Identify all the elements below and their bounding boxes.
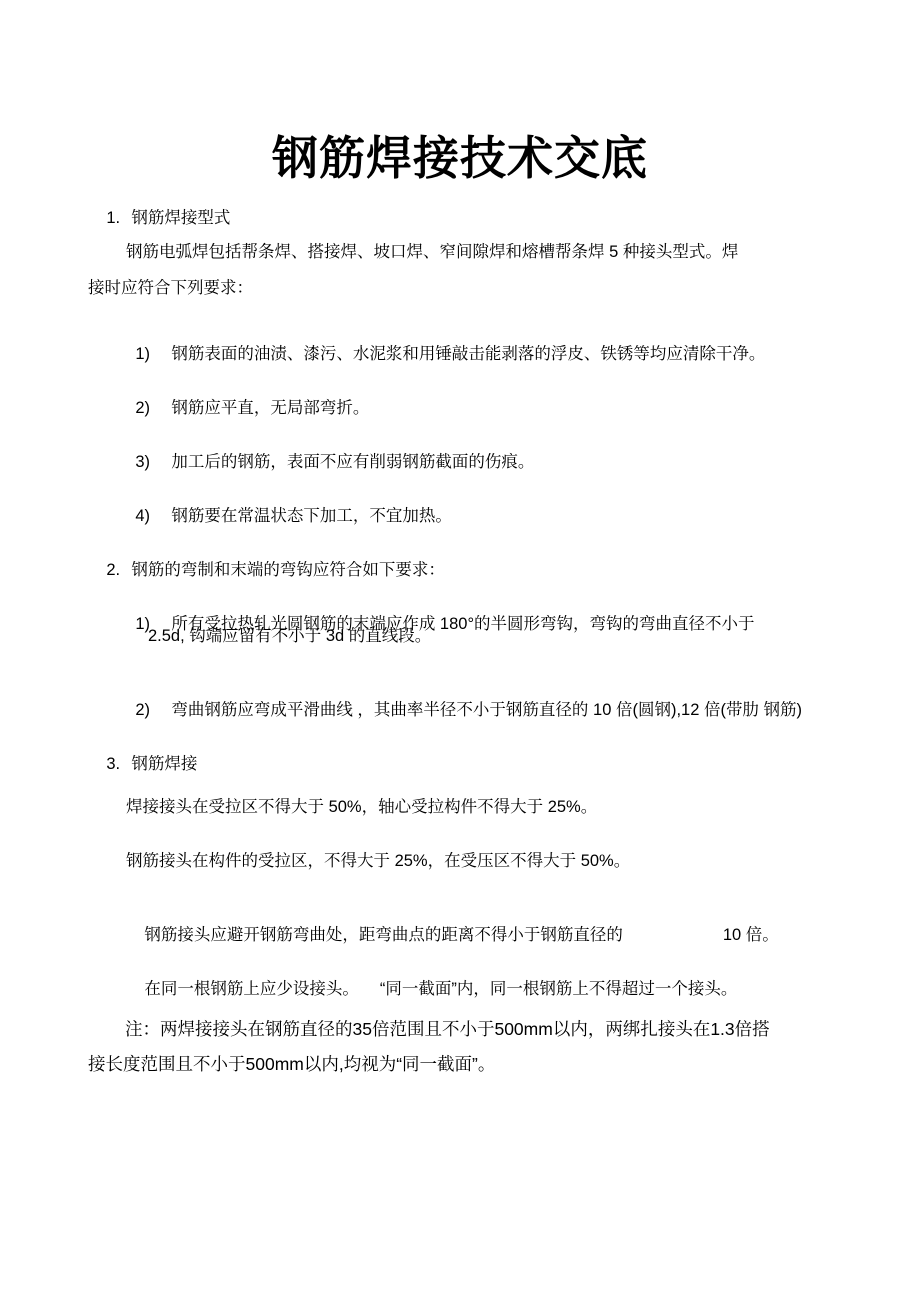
note-line2: 接长度范围且不小于500mm以内,均视为“同一截面”。	[88, 1054, 496, 1074]
section3-number: 3.	[106, 754, 121, 773]
paragraph-text: 在同一根钢筋上应少设接头。	[144, 979, 359, 998]
list-item-continuation: 2.5d, 钩端应留有不小于 3d 的直线段。	[148, 627, 432, 645]
section3-paragraph: 钢筋接头在构件的受拉区，不得大于 25%，在受压区不得大于 50%。	[126, 852, 631, 870]
section3-heading-label: 钢筋焊接	[131, 754, 198, 773]
list-item-number: 2)	[135, 398, 151, 417]
section2-number: 2.	[106, 560, 121, 579]
list-item-number: 1)	[135, 344, 151, 363]
list-item-text: 加工后的钢筋，表面不应有削弱钢筋截面的伤痕。	[171, 452, 535, 471]
section2-heading	[88, 539, 445, 601]
section3-paragraph: 焊接接头在受拉区不得大于 50%，轴心受拉构件不得大于 25%。	[126, 798, 598, 816]
list-item	[117, 679, 802, 741]
section1-intro-line2: 接时应符合下列要求：	[88, 279, 253, 297]
paragraph-suffix: 10 倍。	[722, 925, 779, 944]
list-item-text: 钢筋要在常温状态下加工，不宜加热。	[171, 506, 452, 525]
section1-heading	[88, 187, 230, 249]
list-item-text: 钢筋应平直，无局部弯折。	[171, 398, 370, 417]
section1-heading-label: 钢筋焊接型式	[131, 208, 231, 227]
note-line1: 注：两焊接接头在钢筋直径的35倍范围且不小于500mm以内，两绑扎接头在1.3倍搭	[125, 1019, 770, 1039]
section3-heading	[88, 733, 197, 795]
list-item	[117, 323, 765, 385]
list-item-text: 钢筋表面的油渍、漆污、水泥浆和用锤敲击能剥落的浮皮、铁锈等均应清除干净。	[171, 344, 766, 363]
section2-heading-label: 钢筋的弯制和末端的弯钩应符合如下要求：	[131, 560, 445, 579]
paragraph-suffix: “同一截面”内，同一根钢筋上不得超过一个接头。	[379, 979, 738, 998]
section3-paragraph	[126, 958, 737, 1020]
list-item-number: 2)	[135, 700, 151, 719]
list-item-text: 弯曲钢筋应弯成平滑曲线 ，其曲率半径不小于钢筋直径的 10 倍(圆钢),12 倍(带肋 钢筋)	[171, 700, 803, 719]
list-item-number: 4)	[135, 506, 151, 525]
section3-paragraph	[126, 904, 779, 966]
list-item	[117, 431, 534, 493]
section1-intro-line1: 钢筋电弧焊包括帮条焊、搭接焊、坡口焊、窄间隙焊和熔槽帮条焊 5 种接头型式。焊	[126, 243, 739, 261]
list-item	[117, 485, 452, 547]
list-item-text: 所有受拉热轧光圆钢筋的末端应作成 180°的半圆形弯钩，弯钩的弯曲直径不小于	[171, 614, 755, 633]
list-item	[117, 377, 369, 439]
paragraph-text: 钢筋接头应避开钢筋弯曲处，距弯曲点的距离不得小于钢筋直径的	[144, 925, 623, 944]
section1-number: 1.	[106, 208, 121, 227]
document-title: 钢筋焊接技术交底	[272, 132, 648, 184]
list-item-number: 1)	[135, 614, 151, 633]
list-item-number: 3)	[135, 452, 151, 471]
